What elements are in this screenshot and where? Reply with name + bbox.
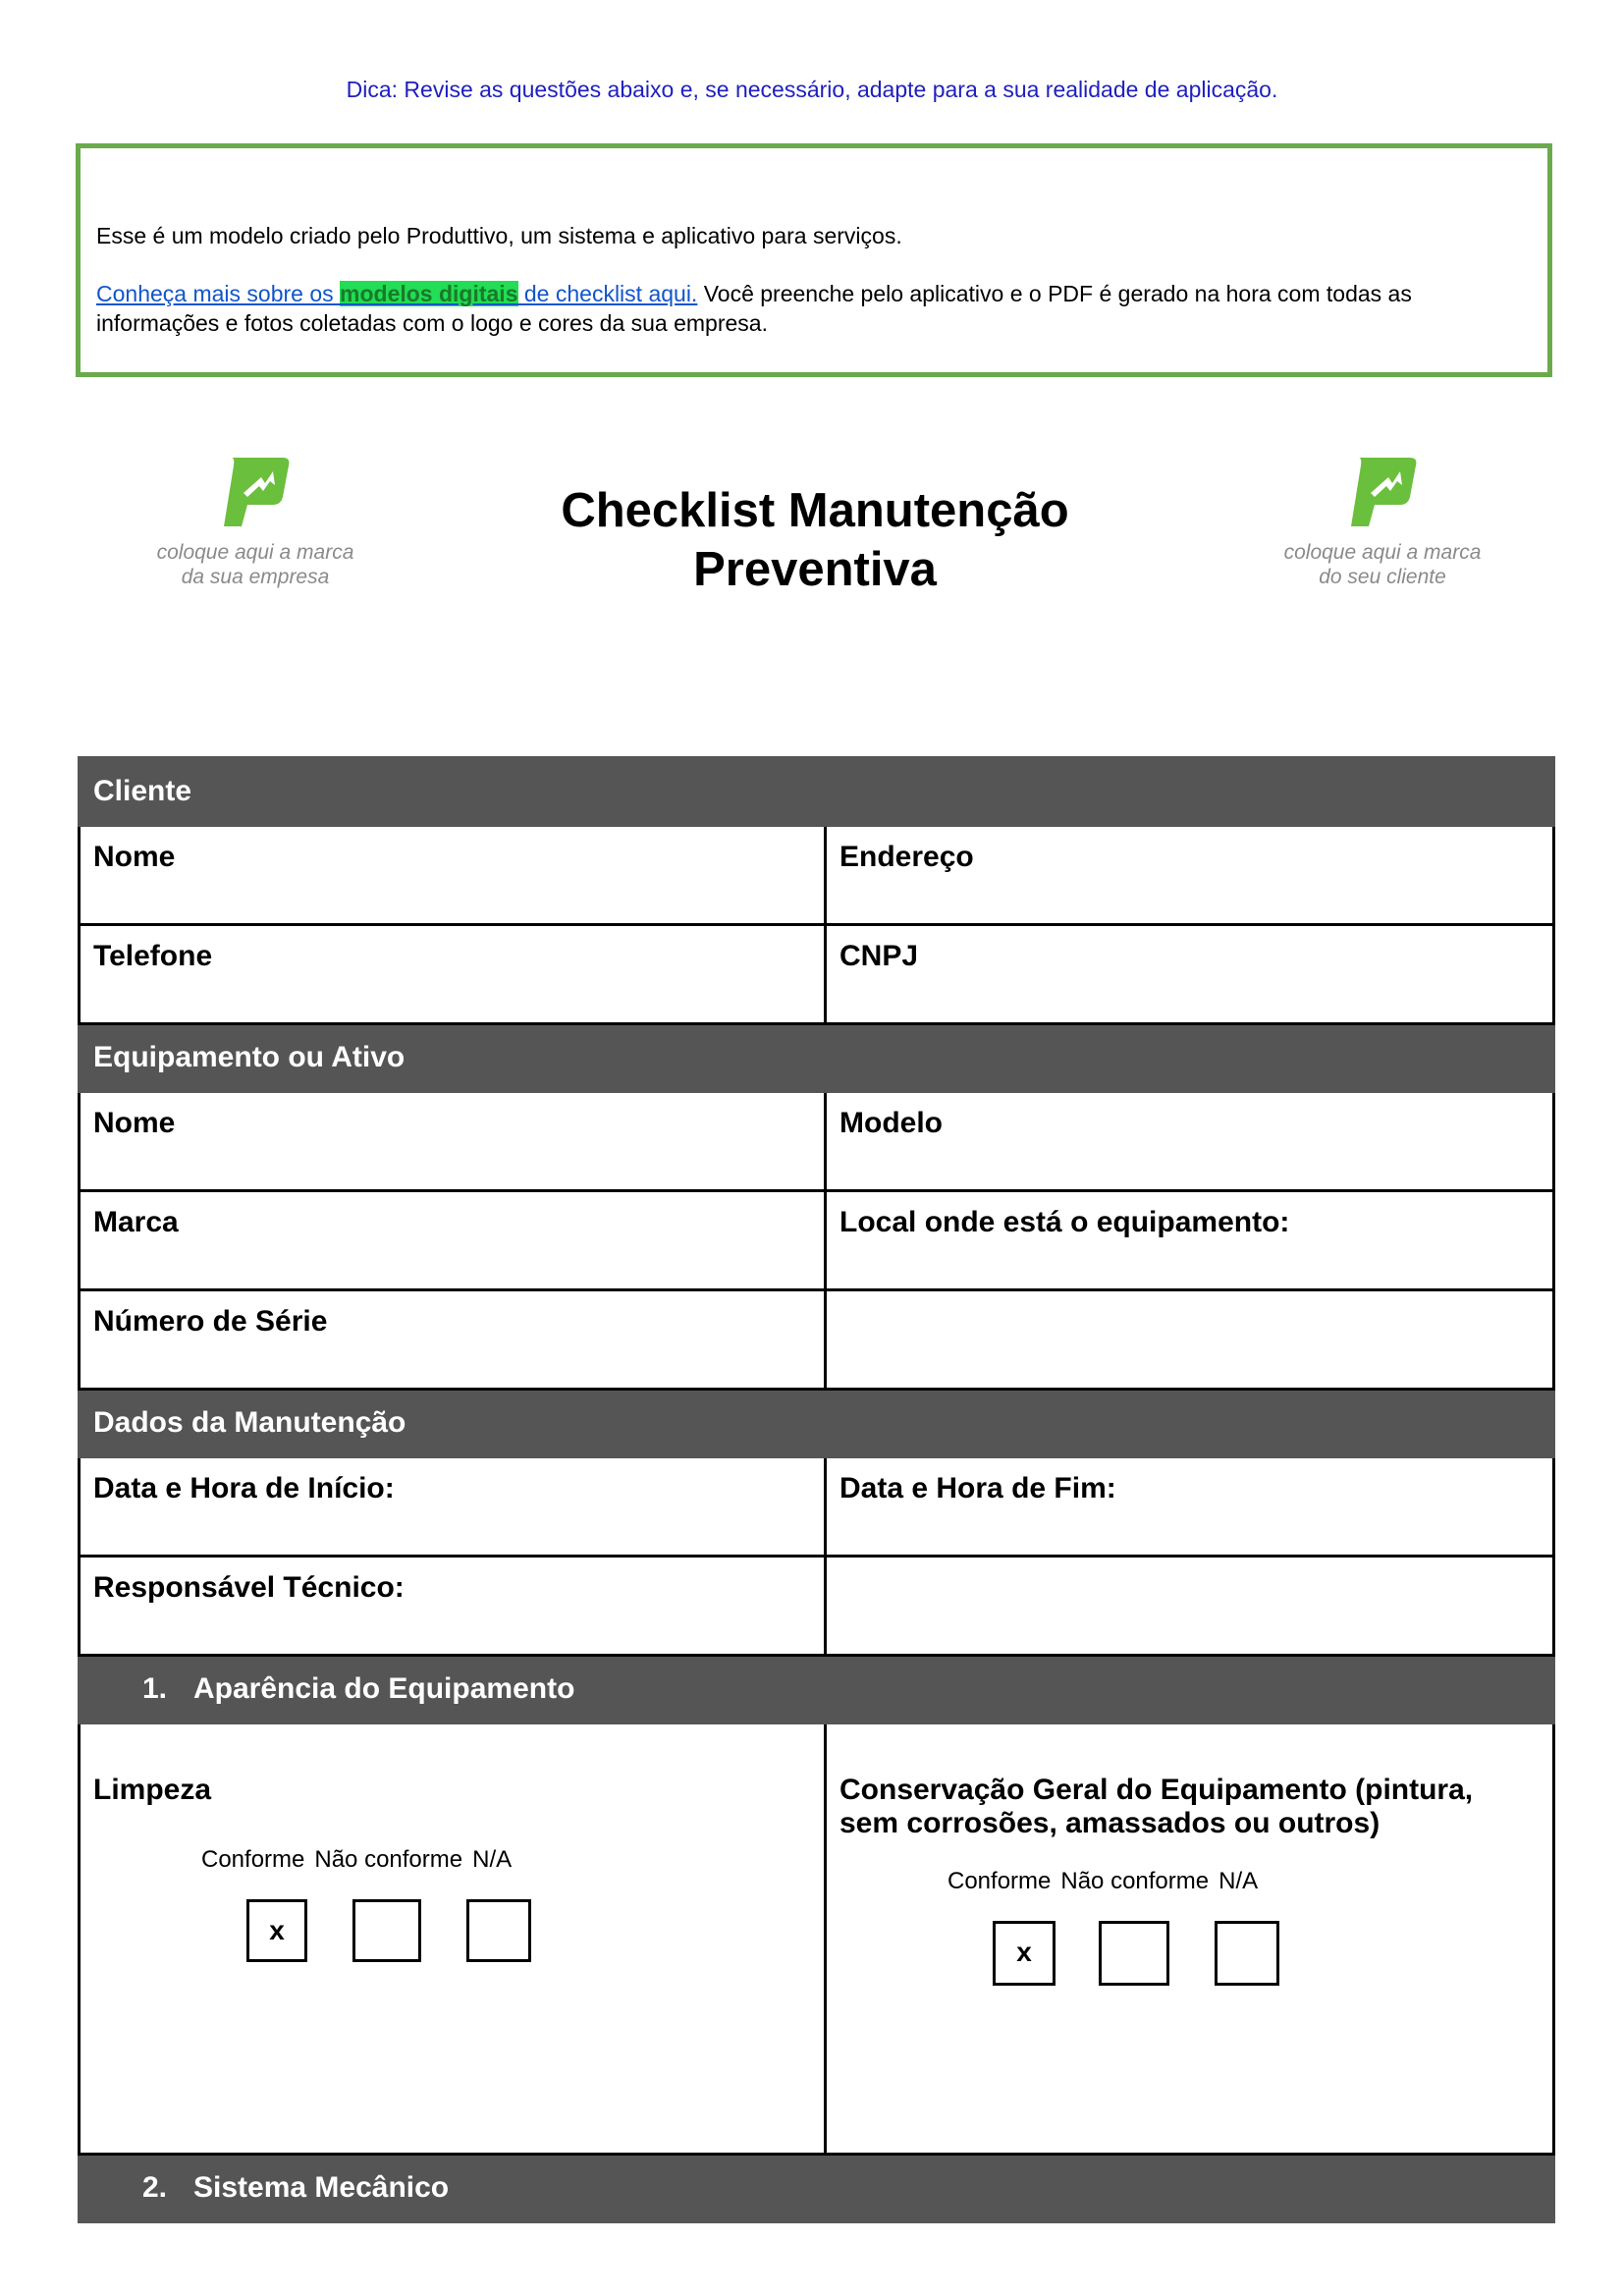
field-equipamento-nome[interactable]: Nome: [80, 1092, 826, 1191]
page-title: Checklist Manutenção Preventiva: [561, 484, 1069, 596]
checklist-link[interactable]: Conheça mais sobre os modelos digitais de checklist aqui.: [96, 281, 698, 306]
company-logo-placeholder: [128, 454, 383, 589]
field-equipamento-marca[interactable]: Marca: [80, 1191, 826, 1290]
options-labels: Conforme Não conforme N/A: [201, 1846, 513, 1873]
section-header-manutencao: Dados da Manutenção: [80, 1390, 1554, 1457]
section-header-mecanico: 2. Sistema Mecânico: [80, 2155, 1554, 2222]
produttivo-logo-icon: [218, 454, 293, 530]
question-label: Limpeza: [93, 1774, 212, 1806]
field-cliente-cnpj[interactable]: CNPJ: [826, 925, 1554, 1024]
field-empty-1: [826, 1290, 1554, 1390]
produttivo-logo-icon: [1345, 454, 1420, 530]
options-labels: Conforme Não conforme N/A: [947, 1868, 1259, 1894]
client-logo-caption: coloque aqui a marca do seu cliente: [1283, 541, 1482, 588]
checkbox-nao-conforme[interactable]: [1099, 1921, 1169, 1986]
company-logo-caption: coloque aqui a marca da sua empresa: [156, 541, 354, 588]
field-equipamento-serie[interactable]: Número de Série: [80, 1290, 826, 1390]
info-line1: Esse é um modelo criado pelo Produttivo, um sistema e aplicativo para serviços.: [96, 223, 902, 248]
question-conservacao: [826, 1723, 1554, 2155]
info-box: [76, 143, 1552, 377]
checkbox-nao-conforme[interactable]: [352, 1899, 421, 1962]
checklist-form: [78, 756, 1555, 2223]
field-responsavel[interactable]: Responsável Técnico:: [80, 1557, 826, 1656]
field-data-inicio[interactable]: Data e Hora de Início:: [80, 1457, 826, 1557]
checkbox-conforme[interactable]: x: [993, 1921, 1056, 1986]
field-data-fim[interactable]: Data e Hora de Fim:: [826, 1457, 1554, 1557]
field-equipamento-local[interactable]: Local onde está o equipamento:: [826, 1191, 1554, 1290]
field-cliente-nome[interactable]: Nome: [80, 826, 826, 925]
options-checkboxes: [993, 1921, 1540, 1990]
checkbox-conforme[interactable]: x: [246, 1899, 307, 1962]
checkbox-na[interactable]: [1215, 1921, 1279, 1986]
info-line2: [96, 279, 1540, 338]
section-header-cliente: Cliente: [80, 758, 1554, 826]
section-header-equipamento: Equipamento ou Ativo: [80, 1024, 1554, 1092]
field-cliente-telefone[interactable]: Telefone: [80, 925, 826, 1024]
section-header-aparencia: 1. Aparência do Equipamento: [80, 1656, 1554, 1723]
client-logo-placeholder: [1255, 454, 1510, 589]
question-label: Conservação Geral do Equipamento (pintura, sem corrosões, amassados ou outros): [839, 1774, 1474, 1839]
field-empty-2: [826, 1557, 1554, 1656]
question-limpeza: [80, 1723, 826, 2155]
field-cliente-endereco[interactable]: Endereço: [826, 826, 1554, 925]
info-rest: Você preenche pelo aplicativo e o PDF é gerado na hora com todas as informações e fotos coletadas com o logo e cores da sua empresa.: [96, 281, 1412, 336]
link-highlight: modelos digitais: [340, 281, 518, 306]
checkbox-na[interactable]: [466, 1899, 531, 1962]
field-equipamento-modelo[interactable]: Modelo: [826, 1092, 1554, 1191]
tip-text: Dica: Revise as questões abaixo e, se necessário, adapte para a sua realidade de aplicação.: [346, 77, 1278, 102]
options-checkboxes: [246, 1899, 811, 1968]
